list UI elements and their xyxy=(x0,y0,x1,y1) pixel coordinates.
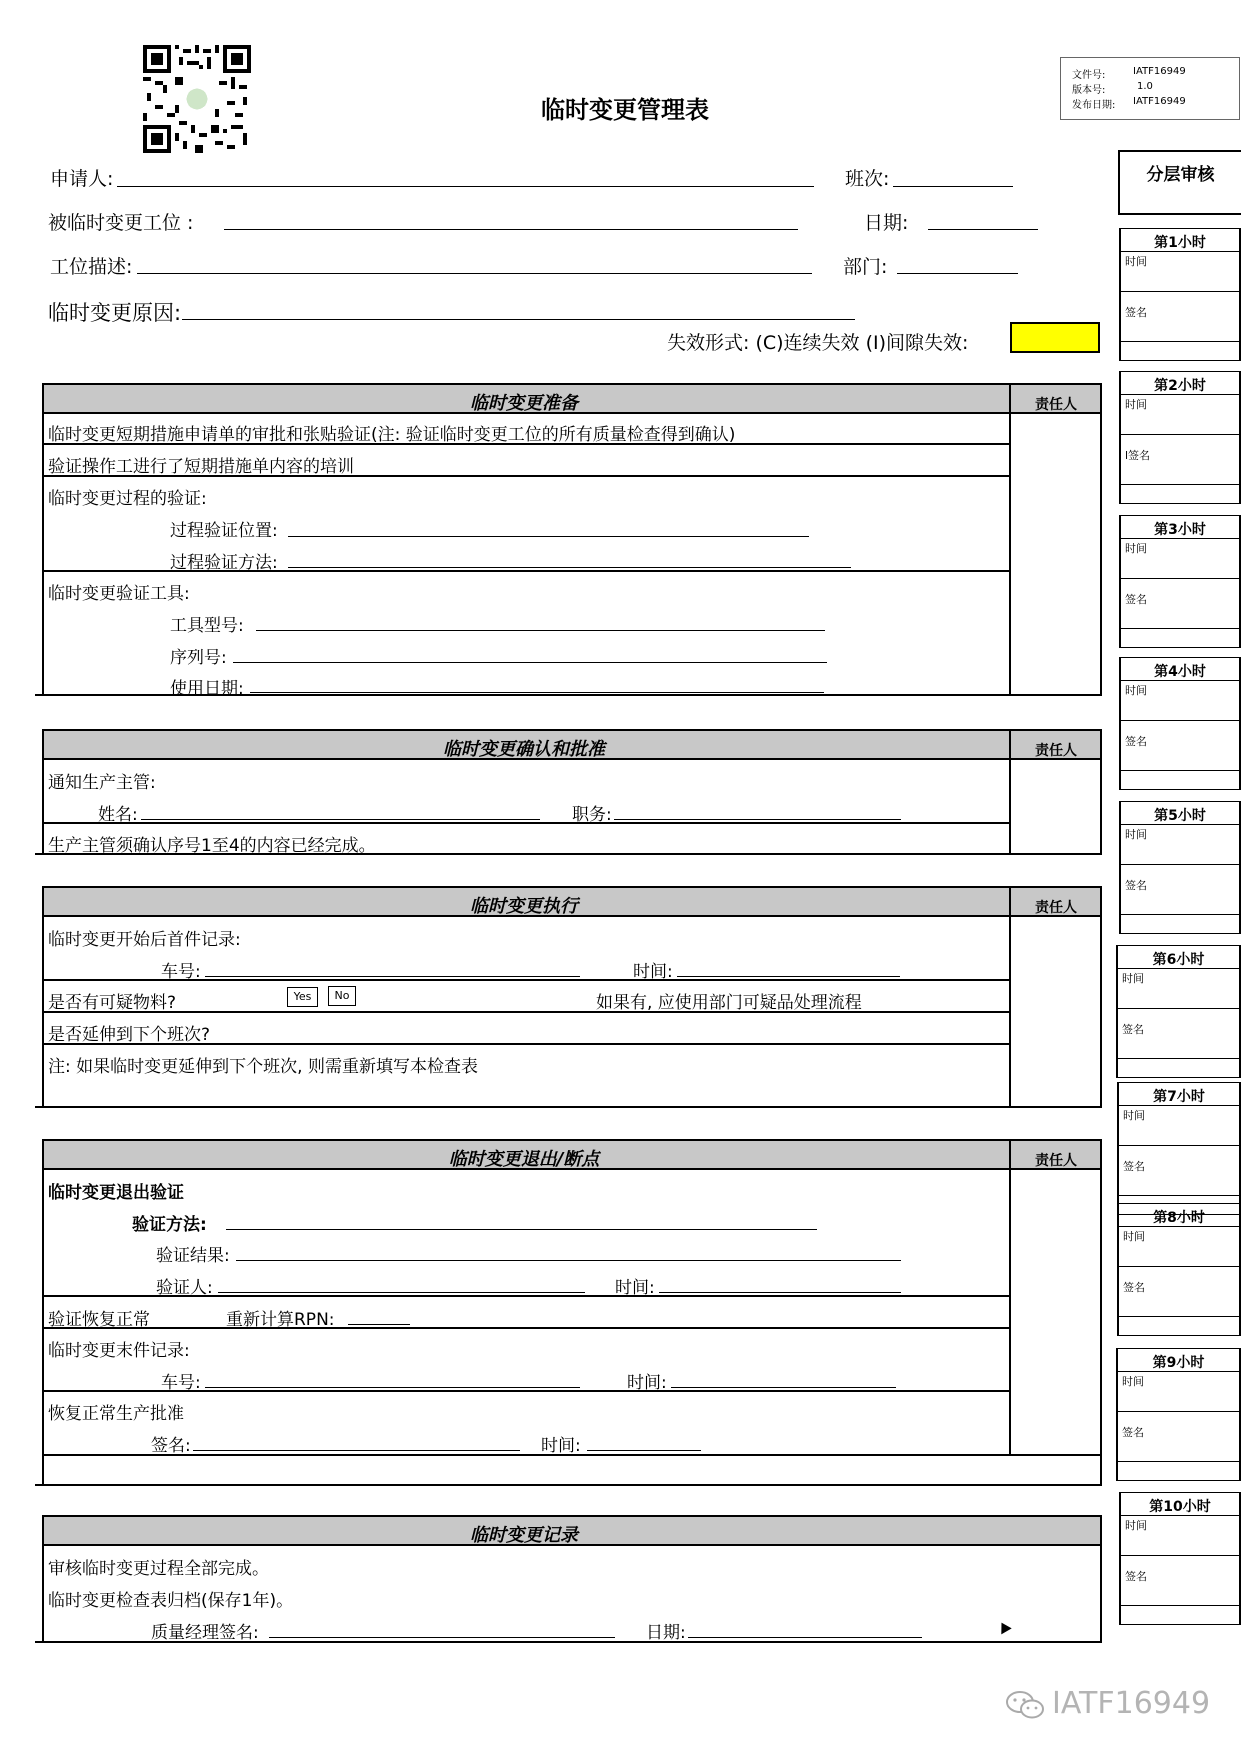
serial-no-field[interactable] xyxy=(233,662,827,663)
process-location-field[interactable] xyxy=(288,536,809,537)
audit-hour-time-label: 时间 xyxy=(1122,972,1144,985)
supervisor-position-label: 职务: xyxy=(572,805,612,825)
section-execute-title: 临时变更执行 xyxy=(470,896,578,917)
last-car-no-field[interactable] xyxy=(205,1387,580,1388)
audit-panel-title-box xyxy=(1118,150,1241,215)
section-exit-title: 临时变更退出/断点 xyxy=(448,1149,600,1170)
audit-hour-time-label: 时间 xyxy=(1125,828,1147,841)
audit-hour-time-label: 时间 xyxy=(1125,398,1147,411)
suspect-note: 如果有, 应使用部门可疑品处理流程 xyxy=(596,993,862,1013)
last-time-field[interactable] xyxy=(671,1387,896,1388)
description-field[interactable] xyxy=(137,273,812,274)
supervisor-name-label: 姓名: xyxy=(98,805,138,825)
section-approve-header xyxy=(42,729,1101,760)
verify-time-field[interactable] xyxy=(659,1292,901,1293)
process-method-label: 过程验证方法: xyxy=(170,553,278,573)
verify-result-field[interactable] xyxy=(236,1260,901,1261)
doc-info-box xyxy=(1060,57,1240,120)
audit-hour-sign-label: 签名 xyxy=(1125,879,1147,892)
section-record-header xyxy=(42,1515,1101,1546)
version-label: 版本号: xyxy=(1072,85,1106,96)
audit-hour-time-label: 时间 xyxy=(1123,1230,1145,1243)
approve-row-2: 生产主管须确认序号1至4的内容已经完成。 xyxy=(48,836,376,856)
failure-mode-box[interactable] xyxy=(1010,322,1100,353)
applicant-field[interactable] xyxy=(117,186,814,187)
yes-checkbox[interactable]: Yes xyxy=(287,987,318,1007)
section-prepare-header xyxy=(42,383,1101,414)
shift-label: 班次: xyxy=(845,168,890,190)
prepare-row-3: 临时变更过程的验证: xyxy=(48,489,207,509)
qm-sign-field[interactable] xyxy=(269,1637,615,1638)
verifier-field[interactable] xyxy=(218,1292,585,1293)
department-field[interactable] xyxy=(897,273,1018,274)
record-date-field[interactable] xyxy=(688,1637,922,1638)
applicant-label: 申请人: xyxy=(50,168,114,190)
release-date: IATF16949 xyxy=(1133,96,1186,107)
audit-hour-sign-label: 签名 xyxy=(1123,1160,1145,1173)
section-prepare-title: 临时变更准备 xyxy=(470,393,578,414)
resume-time-label: 时间: xyxy=(541,1436,581,1456)
last-time-label: 时间: xyxy=(627,1373,667,1393)
page-title: 临时变更管理表 xyxy=(541,96,709,124)
first-car-no-label: 车号: xyxy=(161,962,201,982)
audit-hour-time-label: 时间 xyxy=(1125,1519,1147,1532)
last-car-no-label: 车号: xyxy=(161,1373,201,1393)
audit-hour-time-label: 时间 xyxy=(1125,542,1147,555)
section-record-title: 临时变更记录 xyxy=(470,1525,578,1546)
audit-hour-sign-label: l签名 xyxy=(1125,449,1151,462)
resume-time-field[interactable] xyxy=(587,1450,701,1451)
watermark-text: IATF16949 xyxy=(1052,1686,1211,1721)
section-execute-header xyxy=(42,886,1101,917)
audit-hour-label: 第4小时 xyxy=(1154,664,1206,680)
process-location-label: 过程验证位置: xyxy=(170,521,278,541)
section-prepare-responsible: 责任人 xyxy=(1035,397,1077,413)
audit-hour-time-label: 时间 xyxy=(1125,684,1147,697)
verify-method-label: 验证方法: xyxy=(132,1215,207,1235)
date-field[interactable] xyxy=(928,229,1038,230)
verifier-label: 验证人: xyxy=(156,1278,213,1298)
first-time-field[interactable] xyxy=(677,976,900,977)
first-time-label: 时间: xyxy=(633,962,673,982)
approve-row-1: 通知生产主管: xyxy=(48,773,156,793)
extend-shift-label: 是否延伸到下个班次? xyxy=(48,1025,211,1045)
suspect-material-label: 是否有可疑物料? xyxy=(48,993,177,1013)
use-date-label: 使用日期: xyxy=(170,679,244,699)
execute-row-1: 临时变更开始后首件记录: xyxy=(48,930,241,950)
qm-sign-label: 质量经理签名: xyxy=(151,1623,259,1643)
audit-hour-box[interactable] xyxy=(1119,1492,1241,1625)
record-row-2: 临时变更检查表归档(保存1年)。 xyxy=(48,1591,294,1611)
section-approve-title: 临时变更确认和批准 xyxy=(443,739,605,760)
reason-label: 临时变更原因: xyxy=(48,301,182,325)
audit-hour-time-label: 时间 xyxy=(1125,255,1147,268)
no-checkbox[interactable]: No xyxy=(328,986,356,1006)
audit-hour-label: 第2小时 xyxy=(1154,378,1206,394)
station-field[interactable] xyxy=(224,229,798,230)
version: 1.0 xyxy=(1137,81,1153,92)
rpn-label: 重新计算RPN: xyxy=(226,1310,335,1330)
supervisor-name-field[interactable] xyxy=(141,819,540,820)
cursor-icon xyxy=(996,1620,1011,1635)
audit-hour-box[interactable] xyxy=(1119,801,1241,934)
file-no: IATF16949 xyxy=(1133,66,1186,77)
failure-mode-label: 失效形式: (C)连续失效 (I)间隙失效: xyxy=(667,332,969,354)
audit-hour-sign-label: 签名 xyxy=(1125,1570,1147,1583)
audit-hour-sign-label: 签名 xyxy=(1122,1426,1144,1439)
reason-field[interactable] xyxy=(182,319,855,320)
audit-hour-box[interactable] xyxy=(1116,1348,1241,1481)
audit-hour-box[interactable] xyxy=(1119,371,1241,504)
wechat-icon xyxy=(1005,1690,1045,1720)
section-approve-responsible: 责任人 xyxy=(1035,743,1077,759)
audit-hour-time-label: 时间 xyxy=(1122,1375,1144,1388)
audit-hour-box[interactable] xyxy=(1117,1203,1241,1336)
tool-model-field[interactable] xyxy=(256,630,825,631)
serial-no-label: 序列号: xyxy=(170,648,227,668)
audit-hour-box[interactable] xyxy=(1117,1082,1241,1215)
file-no-label: 文件号: xyxy=(1072,70,1106,81)
prepare-row-1: 临时变更短期措施申请单的审批和张贴验证(注: 验证临时变更工位的所有质量检查得到确认) xyxy=(48,425,736,445)
audit-hour-time-label: 时间 xyxy=(1123,1109,1145,1122)
release-date-label: 发布日期: xyxy=(1072,100,1116,111)
section-prepare-left-border xyxy=(42,383,44,695)
audit-hour-label: 第1小时 xyxy=(1154,235,1206,251)
last-piece-label: 临时变更末件记录: xyxy=(48,1341,190,1361)
audit-hour-sign-label: 签名 xyxy=(1123,1281,1145,1294)
prepare-row-4: 临时变更验证工具: xyxy=(48,584,190,604)
audit-hour-sign-label: 签名 xyxy=(1125,735,1147,748)
audit-hour-label: 第9小时 xyxy=(1152,1355,1205,1371)
audit-hour-box[interactable] xyxy=(1119,228,1241,361)
department-label: 部门: xyxy=(843,256,888,278)
date-label: 日期: xyxy=(864,212,909,234)
audit-hour-sign-label: 签名 xyxy=(1125,306,1147,319)
supervisor-position-field[interactable] xyxy=(614,819,901,820)
shift-field[interactable] xyxy=(893,186,1013,187)
audit-panel-title: 分层审核 xyxy=(1146,165,1215,185)
audit-hour-box[interactable] xyxy=(1119,515,1241,648)
restore-label: 验证恢复正常 xyxy=(48,1310,150,1330)
resume-sign-label: 签名: xyxy=(151,1436,191,1456)
record-date-label: 日期: xyxy=(646,1623,686,1643)
verify-result-label: 验证结果: xyxy=(156,1246,230,1266)
audit-hour-label: 第5小时 xyxy=(1154,808,1206,824)
audit-hour-label: 第3小时 xyxy=(1154,522,1206,538)
description-label: 工位描述: xyxy=(50,256,133,278)
verify-time-label: 时间: xyxy=(615,1278,655,1298)
first-car-no-field[interactable] xyxy=(205,976,580,977)
qr-code xyxy=(143,45,251,153)
audit-hour-label: 第8小时 xyxy=(1153,1210,1205,1226)
section-execute-responsible: 责任人 xyxy=(1035,900,1077,916)
audit-hour-label: 第7小时 xyxy=(1153,1089,1205,1105)
station-label: 被临时变更工位 : xyxy=(48,212,194,234)
rpn-field[interactable] xyxy=(348,1324,410,1325)
audit-hour-box[interactable] xyxy=(1116,945,1241,1078)
audit-hour-label: 第6小时 xyxy=(1152,952,1205,968)
section-exit-responsible: 责任人 xyxy=(1035,1153,1077,1169)
prepare-row-2: 验证操作工进行了短期措施单内容的培训 xyxy=(48,457,354,477)
resume-approve-label: 恢复正常生产批准 xyxy=(48,1404,184,1424)
tool-model-label: 工具型号: xyxy=(170,616,244,636)
verify-method-field[interactable] xyxy=(226,1229,817,1230)
audit-hour-sign-label: 签名 xyxy=(1125,593,1147,606)
record-row-1: 审核临时变更过程全部完成。 xyxy=(48,1559,269,1579)
extend-note: 注: 如果临时变更延伸到下个班次, 则需重新填写本检查表 xyxy=(48,1057,478,1077)
exit-verify-label: 临时变更退出验证 xyxy=(48,1183,184,1203)
process-method-field[interactable] xyxy=(288,567,851,568)
section-exit-header xyxy=(42,1139,1101,1170)
audit-hour-label: 第10小时 xyxy=(1149,1499,1211,1515)
use-date-field[interactable] xyxy=(250,692,824,693)
audit-hour-box[interactable] xyxy=(1119,657,1241,790)
audit-hour-sign-label: 签名 xyxy=(1122,1023,1144,1036)
resume-sign-field[interactable] xyxy=(193,1450,520,1451)
